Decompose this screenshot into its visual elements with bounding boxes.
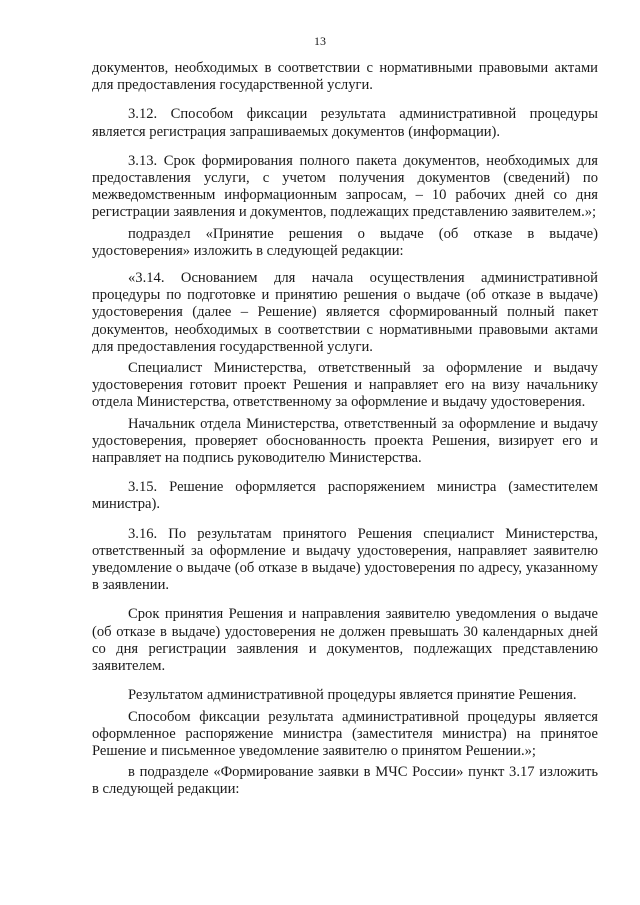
paragraph-fixation: Способом фиксации результата административной процедуры является оформленное распоряжение министра (заместителя министра) на принятое Решение и письменное уведомление заявителю о принятом Решении.»; <box>92 708 598 759</box>
paragraph-deadline: Срок принятия Решения и направления заявителю уведомления о выдаче (об отказе в выдаче) удостоверения не должен превышать 30 календарных дней со дня регистрации заявления и документов, подлежащих представлению заявителем. <box>92 606 598 675</box>
paragraph-3-16: 3.16. По результатам принятого Решения специалист Министерства, ответственный за оформление и выдачу удостоверения, направляет заявителю уведомление о выдаче (об отказе в выдаче) удостоверения по адресу, указанному в заявлении. <box>92 525 598 594</box>
paragraph-continuation: документов, необходимых в соответствии с нормативными правовыми актами для предоставления государственной услуги. <box>92 60 598 94</box>
paragraph-specialist: Специалист Министерства, ответственный за оформление и выдачу удостоверения готовит проект Решения и направляет его на визу начальнику отдела Министерства, ответственному за оформление и выдачу удостоверения. <box>92 360 598 411</box>
document-body <box>92 60 598 799</box>
paragraph-result: Результатом административной процедуры является принятие Решения. <box>128 687 577 704</box>
paragraph-3-17-intro: в подразделе «Формирование заявки в МЧС России» пункт 3.17 изложить в следующей редакции: <box>92 764 598 798</box>
paragraph-department-head: Начальник отдела Министерства, ответственный за оформление и выдачу удостоверения, проверяет обоснованность проекта Решения, визирует его и направляет на подпись руководителю Министерства. <box>92 415 598 467</box>
paragraph-3-14: «3.14. Основанием для начала осуществления административной процедуры по подготовке и принятию решения о выдаче (об отказе в выдаче) удостоверения (далее – Решение) является сформированный полный пакет документов, необходимых в соответствии с нормативными правовыми актами для предоставления государственной услуги. <box>92 270 598 355</box>
paragraph-subsection-intro: подраздел «Принятие решения о выдаче (об отказе в выдаче) удостоверения» изложить в следующей редакции: <box>92 225 598 259</box>
paragraph-3-15: 3.15. Решение оформляется распоряжением министра (заместителем министра). <box>92 479 598 513</box>
page-number: 13 <box>314 34 326 48</box>
paragraph-3-13: 3.13. Срок формирования полного пакета документов, необходимых для предоставления услуги, с учетом получения документов (сведений) по межведомственным информационным запросам, – 10 рабочих дней со дня регистрации заявления и документов, подлежащих представлению заявителем.»; <box>92 152 598 221</box>
paragraph-3-12: 3.12. Способом фиксации результата административной процедуры является регистрация запрашиваемых документов (информации). <box>92 106 598 140</box>
